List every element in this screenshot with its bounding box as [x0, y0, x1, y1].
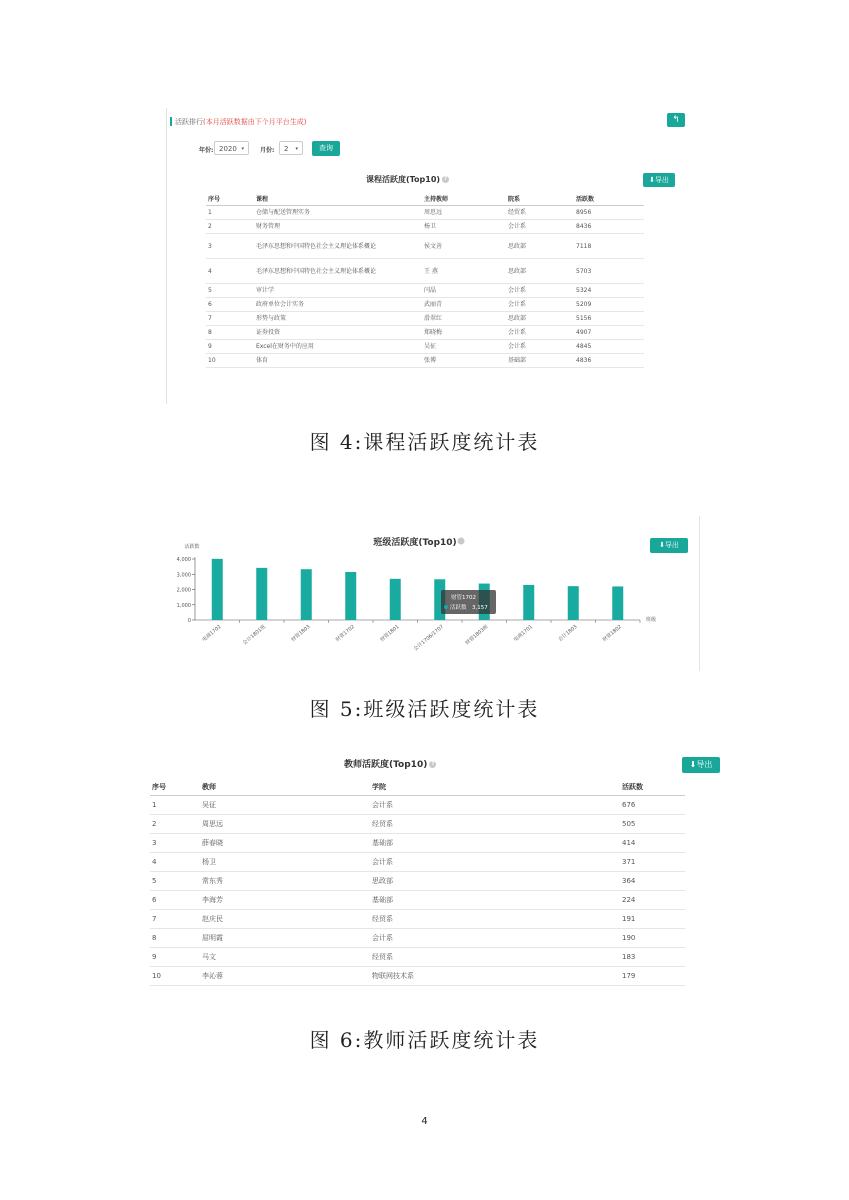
table-cell: 5156: [574, 312, 644, 326]
table-cell: 吴征: [200, 796, 370, 815]
title-accent-bar: [170, 117, 172, 126]
table-header-row: [150, 779, 685, 796]
table-cell: 李沁蓉: [200, 967, 370, 986]
y-tick-label: 4,000: [176, 557, 191, 563]
col-header: 活跃数: [620, 779, 685, 796]
help-icon: [458, 538, 465, 545]
bar: [345, 572, 356, 620]
col-header: 教师: [200, 779, 370, 796]
table-cell: 7: [206, 312, 254, 326]
y-tick-label: 0: [187, 618, 191, 624]
x-axis-label: 班级: [645, 617, 657, 623]
table-cell: 思政部: [370, 872, 620, 891]
table-cell: 10: [150, 967, 200, 986]
table-cell: 4: [206, 259, 254, 284]
table-cell: 会计系: [506, 326, 574, 340]
table-cell: 马文: [200, 948, 370, 967]
table-row: [150, 891, 685, 910]
x-tick-label: 财管1801: [379, 623, 401, 644]
back-button[interactable]: [667, 113, 685, 127]
col-header: 序号: [150, 779, 200, 796]
figure-4-caption: 图 4:课程活跃度统计表: [309, 430, 540, 454]
table-cell: 武丽青: [422, 298, 506, 312]
month-value: 2: [284, 145, 289, 153]
table-cell: 会计系: [506, 220, 574, 234]
table-cell: 基础部: [506, 354, 574, 368]
table-cell: 7118: [574, 234, 644, 259]
tooltip-series: 活跃数: [450, 605, 467, 611]
export-button[interactable]: ⬇导出: [682, 757, 720, 773]
table-header-row: [206, 192, 644, 206]
table-cell: 676: [620, 796, 685, 815]
figure-5-caption: 图 5:班级活跃度统计表: [309, 697, 540, 721]
x-tick-label: 电商1701: [512, 623, 535, 644]
table-cell: 会计系: [506, 298, 574, 312]
x-tick-label: 会计1803: [557, 623, 579, 644]
table-cell: 371: [620, 853, 685, 872]
table-cell: 王 燕: [422, 259, 506, 284]
table-row: [206, 259, 644, 284]
table-cell: 1: [206, 206, 254, 220]
tooltip-value: 3,157: [472, 605, 488, 611]
col-header: 学院: [370, 779, 620, 796]
table-row: [206, 326, 644, 340]
table-cell: 5: [206, 284, 254, 298]
table-cell: 滑翠红: [422, 312, 506, 326]
table-cell: 基础部: [370, 891, 620, 910]
table-cell: 9: [206, 340, 254, 354]
col-header: 活跃数: [574, 192, 644, 206]
tooltip-marker: [444, 605, 448, 609]
table-row: [150, 853, 685, 872]
table-cell: 5: [150, 872, 200, 891]
x-tick-label: 会计1706/1707: [412, 623, 446, 653]
bar: [390, 579, 401, 620]
help-icon[interactable]: ?: [429, 761, 436, 768]
table-cell: 8436: [574, 220, 644, 234]
table-cell: 414: [620, 834, 685, 853]
table-cell: 1: [150, 796, 200, 815]
table-row: [150, 910, 685, 929]
table-cell: 会计系: [370, 853, 620, 872]
table-cell: 闫晶: [422, 284, 506, 298]
bar: [301, 569, 312, 620]
rank-title: [175, 117, 306, 127]
table-cell: 4: [150, 853, 200, 872]
table-cell: 薛春晓: [200, 834, 370, 853]
col-header: 主持教师: [422, 192, 506, 206]
table-cell: 侯文善: [422, 234, 506, 259]
table-cell: 周思远: [422, 206, 506, 220]
table-row: [206, 234, 644, 259]
chevron-down-icon: ▾: [295, 146, 298, 152]
table-cell: 6: [206, 298, 254, 312]
teacher-table-title-text: 教师活跃度(Top10): [344, 760, 428, 770]
table-cell: 8: [206, 326, 254, 340]
rank-note: (本月活跃数据由下个月平台生成): [203, 118, 307, 126]
panel-border: [166, 108, 167, 404]
back-icon: ↰: [672, 115, 680, 125]
table-cell: 思政部: [506, 259, 574, 284]
table-cell: 经贸系: [370, 815, 620, 834]
table-cell: 证券投资: [254, 326, 422, 340]
course-table: [206, 192, 644, 368]
x-tick-label: 会计1801班: [241, 623, 268, 647]
table-cell: 会计系: [506, 340, 574, 354]
table-cell: 张博: [422, 354, 506, 368]
table-cell: 屈明霞: [200, 929, 370, 948]
table-row: [206, 220, 644, 234]
table-cell: 毛泽东思想和中国特色社会主义理论体系概论: [254, 234, 422, 259]
bar: [612, 586, 623, 620]
table-cell: 毛泽东思想和中国特色社会主义理论体系概论: [254, 259, 422, 284]
table-row: [150, 834, 685, 853]
course-table-title-text: 课程活跃度(Top10): [366, 175, 441, 184]
bar: [256, 568, 267, 620]
table-row: [206, 354, 644, 368]
bar: [523, 585, 534, 620]
table-cell: 杨卫: [422, 220, 506, 234]
table-row: [150, 815, 685, 834]
table-cell: 物联网技术系: [370, 967, 620, 986]
table-cell: 505: [620, 815, 685, 834]
table-cell: 224: [620, 891, 685, 910]
table-cell: 基础部: [370, 834, 620, 853]
year-select[interactable]: [214, 141, 249, 155]
year-value: 2020: [219, 145, 237, 153]
table-cell: 5324: [574, 284, 644, 298]
export-button[interactable]: ⬇导出: [650, 538, 688, 553]
table-cell: 周思远: [200, 815, 370, 834]
table-cell: 审计学: [254, 284, 422, 298]
table-cell: 5703: [574, 259, 644, 284]
export-button[interactable]: ⬇导出: [643, 173, 675, 187]
table-cell: 会计系: [370, 929, 620, 948]
table-row: [150, 872, 685, 891]
table-cell: 经贸系: [506, 206, 574, 220]
y-tick-label: 3,000: [176, 572, 191, 579]
class-activity-chart: [170, 516, 657, 671]
table-cell: 常东秀: [200, 872, 370, 891]
table-cell: 郑晓梅: [422, 326, 506, 340]
help-icon[interactable]: ?: [442, 176, 449, 183]
table-cell: 4836: [574, 354, 644, 368]
table-cell: 179: [620, 967, 685, 986]
x-tick-label: 财管1803班: [464, 623, 490, 647]
col-header: 院系: [506, 192, 574, 206]
course-activity-panel: [166, 108, 690, 404]
table-cell: 364: [620, 872, 685, 891]
teacher-table: [150, 779, 685, 986]
teacher-activity-panel: [140, 752, 730, 997]
rank-title-text: 活跃排行: [175, 118, 203, 126]
table-cell: 2: [150, 815, 200, 834]
table-row: [150, 796, 685, 815]
table-cell: 财务管理: [254, 220, 422, 234]
y-tick-label: 1,000: [176, 602, 191, 609]
panel-border: [699, 516, 700, 671]
table-cell: 183: [620, 948, 685, 967]
table-cell: Excel在财务中的应用: [254, 340, 422, 354]
x-tick-label: 财管1802: [601, 623, 624, 644]
table-row: [206, 206, 644, 220]
table-row: [150, 948, 685, 967]
col-header: 序号: [206, 192, 254, 206]
class-activity-panel: [170, 516, 700, 671]
table-row: [206, 284, 644, 298]
tooltip-category: 财管1702: [451, 595, 476, 601]
table-cell: 191: [620, 910, 685, 929]
table-row: [206, 298, 644, 312]
teacher-table-title: [344, 757, 436, 770]
table-cell: 190: [620, 929, 685, 948]
y-axis-label: 活跃数: [184, 544, 200, 550]
table-row: [206, 312, 644, 326]
page-number: 4: [421, 1116, 428, 1127]
table-cell: 3: [150, 834, 200, 853]
table-cell: 9: [150, 948, 200, 967]
course-table-title: [366, 174, 449, 185]
table-cell: 思政部: [506, 312, 574, 326]
table-cell: 6: [150, 891, 200, 910]
x-tick-label: 财管1803: [290, 623, 312, 644]
table-cell: 体育: [254, 354, 422, 368]
table-cell: 会计系: [506, 284, 574, 298]
year-label: 年份:: [199, 147, 214, 154]
table-cell: 10: [206, 354, 254, 368]
figure-6-caption: 图 6:教师活跃度统计表: [309, 1028, 540, 1052]
table-cell: 形势与政策: [254, 312, 422, 326]
table-cell: 思政部: [506, 234, 574, 259]
bar: [568, 586, 579, 620]
table-cell: 2: [206, 220, 254, 234]
chart-title: 班级活跃度(Top10): [373, 538, 457, 548]
table-cell: 4845: [574, 340, 644, 354]
table-cell: 经贸系: [370, 910, 620, 929]
table-row: [150, 929, 685, 948]
table-cell: 杨卫: [200, 853, 370, 872]
table-cell: 8: [150, 929, 200, 948]
table-row: [206, 340, 644, 354]
y-tick-label: 2,000: [176, 587, 191, 594]
table-cell: 5209: [574, 298, 644, 312]
table-cell: 吴征: [422, 340, 506, 354]
table-cell: 7: [150, 910, 200, 929]
table-row: [150, 967, 685, 986]
x-tick-label: 财管1702: [334, 623, 357, 644]
table-cell: 李海芳: [200, 891, 370, 910]
x-tick-label: 电商1702: [201, 623, 223, 644]
table-cell: 政府单位会计实务: [254, 298, 422, 312]
table-cell: 3: [206, 234, 254, 259]
table-cell: 4907: [574, 326, 644, 340]
table-cell: 仓储与配送管理实务: [254, 206, 422, 220]
month-label: 月份:: [260, 147, 275, 154]
month-select[interactable]: [279, 141, 303, 155]
table-cell: 赵庆民: [200, 910, 370, 929]
query-button[interactable]: 查询: [312, 141, 340, 156]
table-cell: 会计系: [370, 796, 620, 815]
table-cell: 8956: [574, 206, 644, 220]
chevron-down-icon: ▾: [241, 146, 244, 152]
col-header: 课程: [254, 192, 422, 206]
bar: [212, 559, 223, 620]
table-cell: 经贸系: [370, 948, 620, 967]
